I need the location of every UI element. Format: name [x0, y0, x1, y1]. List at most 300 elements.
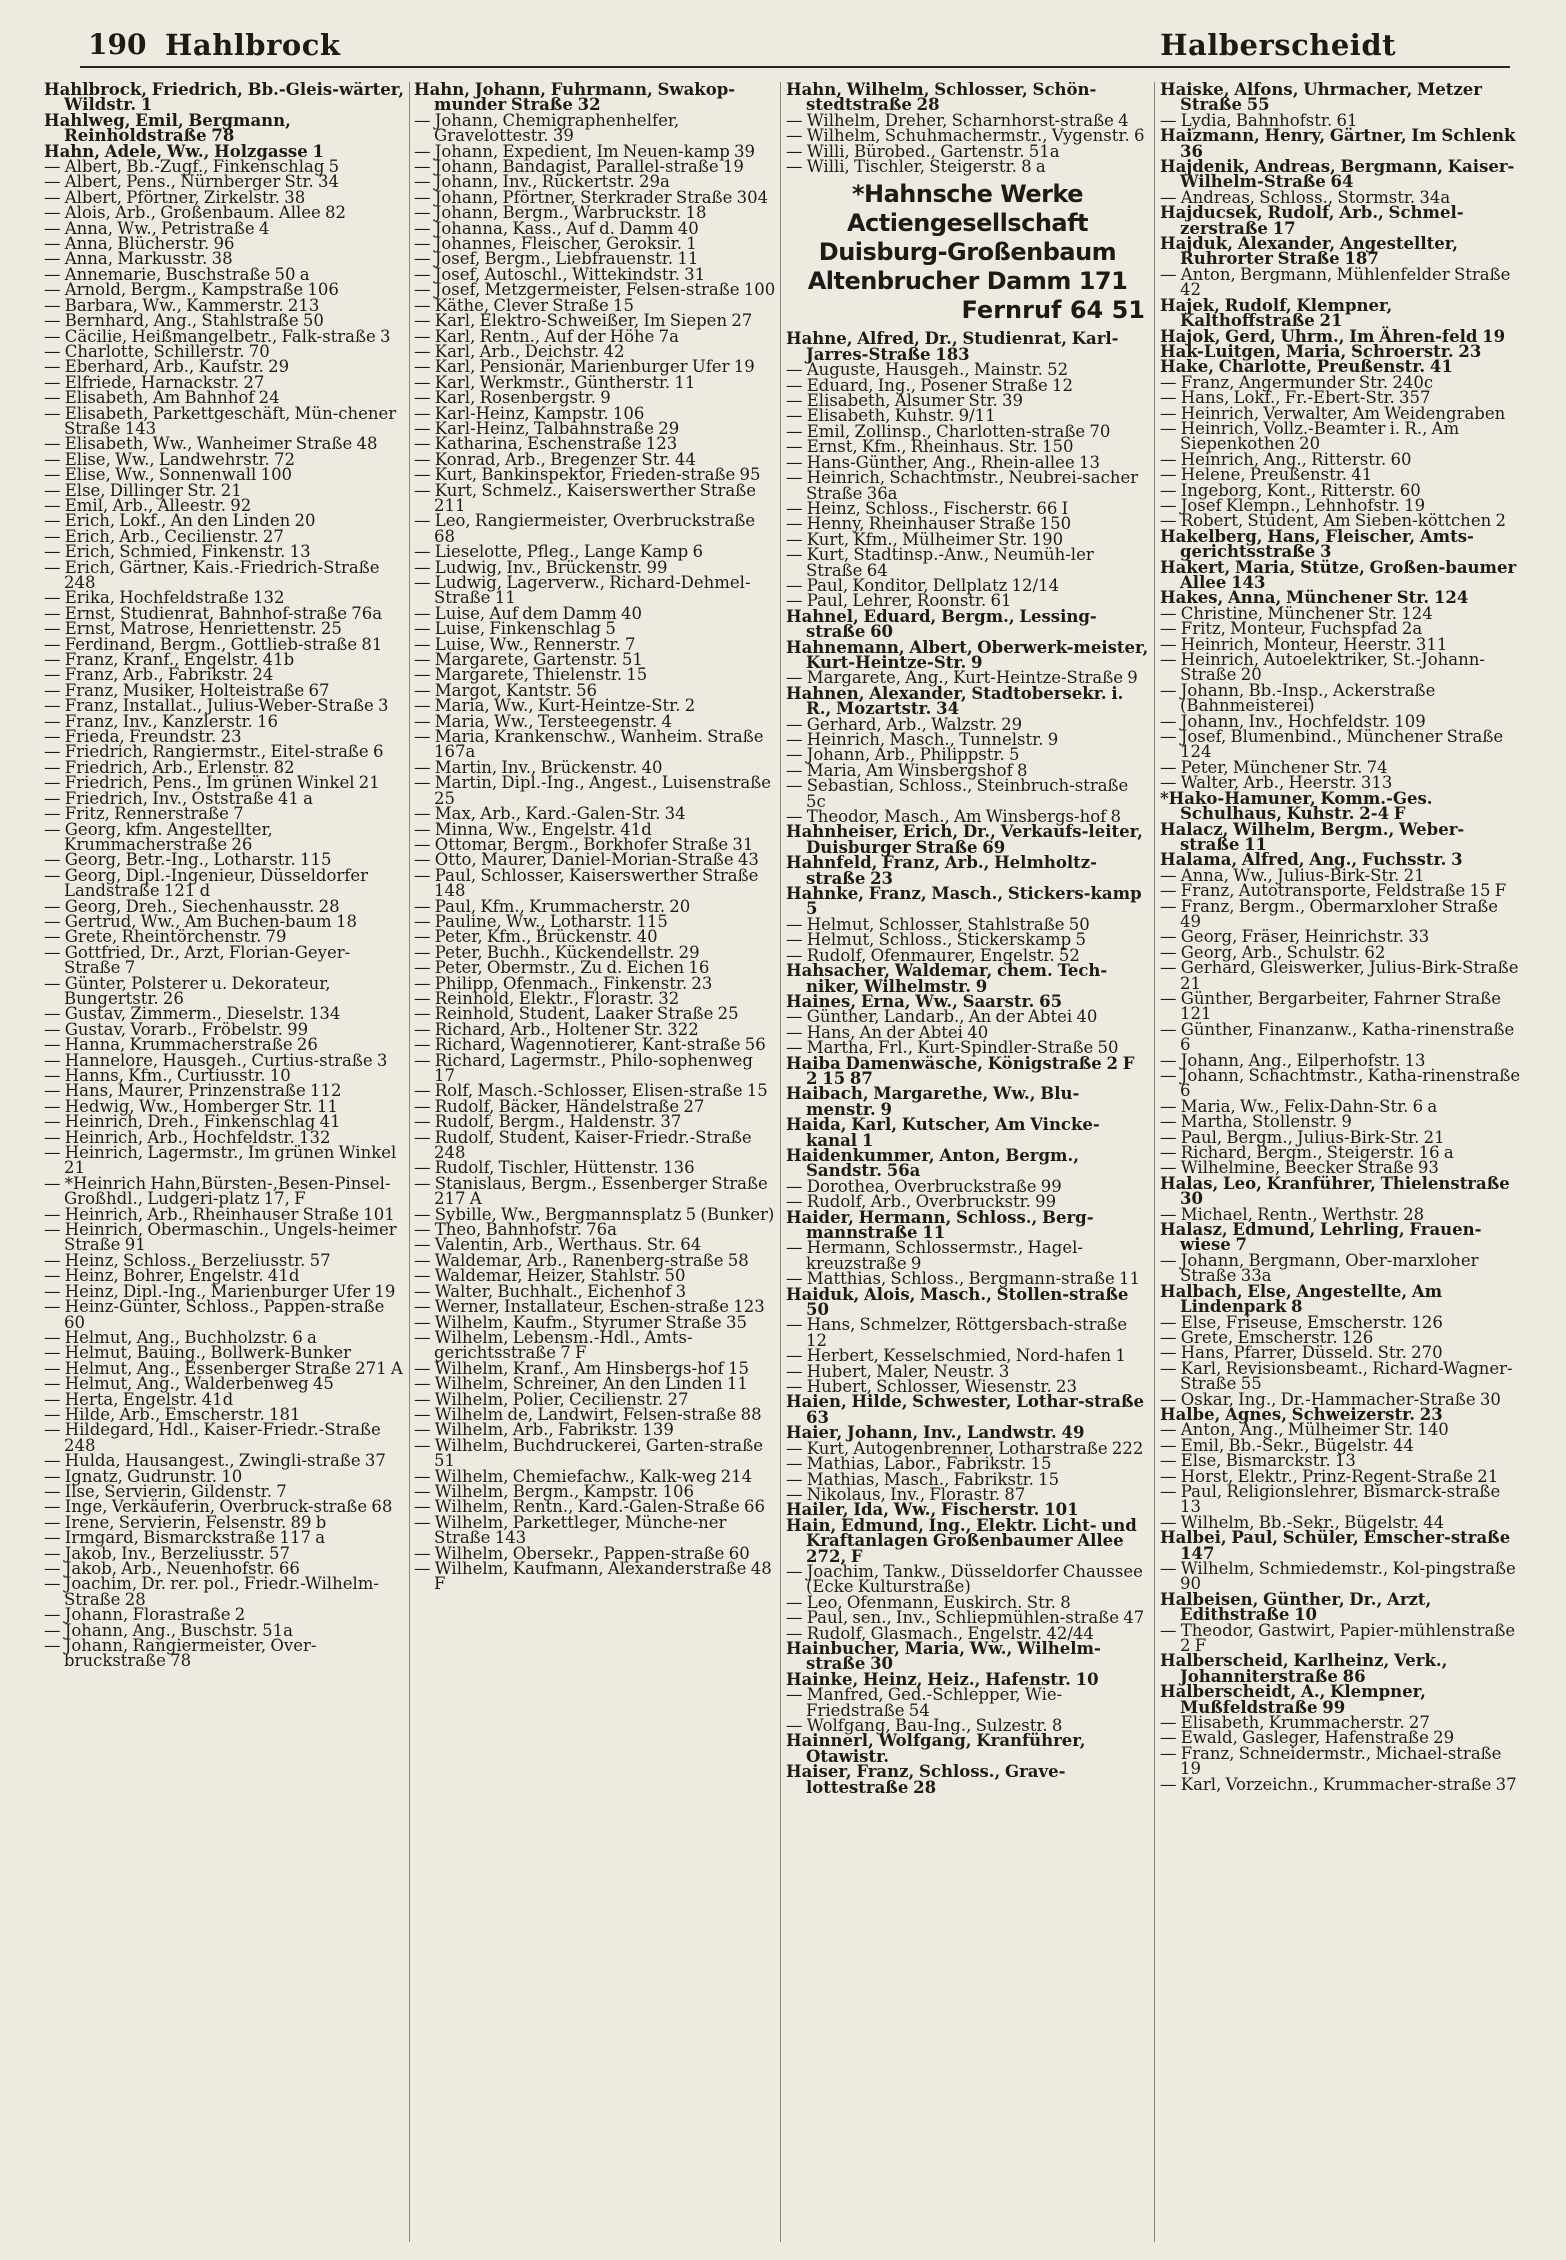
- directory-entry: — Johann, Expedient, Im Neuen-kamp 39: [414, 141, 756, 161]
- directory-entry: — Martin, Inv., Brückenstr. 40: [414, 757, 663, 777]
- directory-entry: — Annemarie, Buschstraße 50 a: [44, 264, 310, 284]
- directory-entry: — Johanna, Kass., Auf d. Damm 40: [414, 218, 699, 238]
- directory-entry: — Friedrich, Arb., Erlenstr. 82: [44, 757, 295, 777]
- directory-entry: — Willi, Bürobed., Gartenstr. 51a: [786, 141, 1060, 161]
- directory-entry: — Bernhard, Ang., Stahlstraße 50: [44, 311, 324, 331]
- directory-column-2: [414, 82, 776, 2252]
- directory-entry: — Karl, Rentn., Auf der Höhe 7a: [414, 326, 680, 346]
- directory-entry: — Anna, Ww., Petristraße 4: [44, 218, 270, 238]
- directory-entry: — Ottomar, Bergm., Borkhofer Straße 31: [414, 834, 754, 854]
- directory-entry: — Ernst, Studienrat, Bahnhof-straße 76a: [44, 603, 383, 623]
- directory-entry: — Werner, Installateur, Eschen-straße 123: [414, 1297, 765, 1317]
- directory-entry: — Rudolf, Arb., Overbruckstr. 99: [786, 1192, 1057, 1212]
- directory-entry: — Wilhelm, Lebensm.-Hdl., Amts-gerichtsstraße 7 F: [414, 1327, 693, 1363]
- directory-entry: Hajduk, Alexander, Angestellter, Ruhrorter Straße 187: [1160, 234, 1458, 269]
- directory-entry: — Maria, Ww., Kurt-Heintze-Str. 2: [414, 696, 696, 716]
- directory-entry: — Wilhelm, Schuhmachermstr., Vygenstr. 6: [786, 126, 1145, 146]
- directory-entry: — Heinrich, Obermaschin., Ungels-heimer Straße 91: [44, 1220, 397, 1255]
- directory-entry: — Johann, Pförtner, Sterkrader Straße 304: [414, 187, 769, 207]
- directory-entry: — Elisabeth, Am Bahnhof 24: [44, 388, 280, 408]
- directory-entry: — Helmut, Schlosser, Stahlstraße 50: [786, 914, 1090, 934]
- directory-entry: — Josef, Metzgermeister, Felsen-straße 100: [414, 280, 776, 300]
- directory-entry: — Hans, Lokf., Fr.-Ebert-Str. 357: [1160, 388, 1431, 408]
- directory-entry: Hahnemann, Albert, Oberwerk-meister, Kurt-Heintze-Str. 9: [786, 637, 1149, 672]
- directory-entry: — Heinz, Bohrer, Engelstr. 41d: [44, 1266, 300, 1286]
- directory-entry: Hainke, Heinz, Heiz., Hafenstr. 10: [786, 1669, 1099, 1689]
- directory-entry: — Heinrich, Vollz.-Beamter i. R., Am Siepenkothen 20: [1160, 418, 1460, 454]
- directory-entry: — Richard, Bergm., Steigerstr. 16 a: [1160, 1143, 1454, 1163]
- directory-entry: — Wilhelm, Bb.-Sekr., Bügelstr. 44: [1160, 1512, 1445, 1532]
- directory-entry: — Ludwig, Inv., Brückenstr. 99: [414, 557, 668, 577]
- directory-entry: Haien, Hilde, Schwester, Lothar-straße 63: [786, 1392, 1145, 1427]
- directory-entry: — Leo, Rangiermeister, Overbruckstraße 68: [414, 511, 756, 546]
- directory-entry: Halas, Leo, Kranführer, Thielenstraße 30: [1160, 1173, 1510, 1209]
- advertisement-line: Altenbrucher Damm 171: [807, 267, 1128, 296]
- directory-entry: Haiba Damenwäsche, Königstraße 2 F 2 15 87: [786, 1053, 1135, 1088]
- directory-entry: Halbei, Paul, Schüler, Emscher-straße 147: [1160, 1528, 1511, 1563]
- directory-entry: — Paul, Lehrer, Roonstr. 61: [786, 591, 1012, 611]
- directory-entry: Haier, Johann, Inv., Landwstr. 49: [786, 1423, 1085, 1443]
- directory-entry: — Gerhard, Gleiswerker, Julius-Birk-Straße 21: [1160, 958, 1519, 993]
- directory-entry: — Minna, Ww., Engelstr. 41d: [414, 819, 652, 839]
- directory-entry: — Helmut, Bauing., Bollwerk-Bunker: [44, 1343, 352, 1363]
- directory-entry: — Alois, Arb., Großenbaum. Allee 82: [44, 203, 347, 223]
- directory-entry: — Rudolf, Glasmach., Engelstr. 42/44: [786, 1623, 1094, 1643]
- directory-entry: — Hans-Günther, Ang., Rhein-allee 13: [786, 452, 1100, 472]
- directory-entry: Halbach, Else, Angestellte, Am Lindenpark 8: [1160, 1281, 1443, 1317]
- directory-entry: Haida, Karl, Kutscher, Am Vincke-kanal 1: [786, 1115, 1100, 1150]
- directory-columns: [0, 82, 1566, 2252]
- directory-entry: — Johann, Schachtmstr., Katha-rinenstraße 6: [1160, 1066, 1521, 1101]
- directory-entry: Hahlweg, Emil, Bergmann, Reinholdstraße 78: [44, 110, 291, 146]
- directory-entry: — Grete, Emscherstr. 126: [1160, 1327, 1374, 1347]
- directory-entry: — Georg, Betr.-Ing., Lotharstr. 115: [44, 850, 332, 870]
- directory-entry: — Arnold, Bergm., Kampstraße 106: [44, 280, 339, 300]
- directory-entry: — Heinrich, Dreh., Finkenschlag 41: [44, 1112, 341, 1132]
- directory-entry: — Erich, Gärtner, Kais.-Friedrich-Straße 248: [44, 557, 380, 592]
- directory-entry: Hahn, Johann, Fuhrmann, Swakop-munder Straße 32: [414, 82, 736, 115]
- directory-entry: — Heinz, Schloss., Fischerstr. 66 I: [786, 498, 1069, 518]
- directory-entry: — Martha, Frl., Kurt-Spindler-Straße 50: [786, 1038, 1119, 1058]
- directory-entry: — Elisabeth, Krummacherstr. 27: [1160, 1713, 1430, 1733]
- directory-entry: — Rudolf, Bergm., Haldenstr. 37: [414, 1112, 682, 1132]
- directory-entry: Hahnen, Alexander, Stadtobersekr. i. R., Mozartstr. 34: [786, 683, 1124, 719]
- directory-entry: — Cäcilie, Heißmangelbetr., Falk-straße 3: [44, 326, 391, 346]
- directory-entry: — Johann, Inv., Rückertstr. 29a: [414, 172, 670, 192]
- directory-entry: — Matthias, Schloss., Bergmann-straße 11: [786, 1269, 1140, 1289]
- directory-entry: — Georg, Dreh., Siechenhausstr. 28: [44, 896, 340, 916]
- directory-entry: — Georg, Arb., Schulstr. 62: [1160, 942, 1386, 962]
- directory-entry: — Lydia, Bahnhofstr. 61: [1160, 110, 1358, 130]
- directory-entry: — Wilhelm, Rentn., Kard.-Galen-Straße 66: [414, 1497, 765, 1517]
- directory-entry: — Mathias, Labor., Fabrikstr. 15: [786, 1454, 1052, 1474]
- directory-entry: — Else, Friseuse, Emscherstr. 126: [1160, 1312, 1443, 1332]
- directory-entry: — Irene, Servierin, Felsenstr. 89 b: [44, 1512, 327, 1532]
- directory-entry: Halbe, Agnes, Schweizerstr. 23: [1160, 1404, 1443, 1424]
- directory-entry: — Joachim, Tankw., Düsseldorfer Chaussee (Ecke Kulturstraße): [786, 1561, 1143, 1597]
- directory-entry: Halasz, Edmund, Lehrling, Frauen-wiese 7: [1160, 1220, 1482, 1255]
- directory-entry: — Auguste, Hausgeh., Mainstr. 52: [786, 360, 1069, 380]
- directory-entry: — Karl-Heinz, Talbahnstraße 29: [414, 418, 680, 438]
- directory-entry: — Wilhelm, Chemiefachw., Kalk-weg 214: [414, 1466, 753, 1486]
- directory-entry: — Paul, sen., Inv., Schliepmühlen-straße 47: [786, 1608, 1145, 1628]
- directory-entry: — Franz, Inv., Kanzlerstr. 16: [44, 711, 279, 731]
- directory-entry: — Heinrich, Lagermstr., Im grünen Winkel 21: [44, 1143, 397, 1178]
- advertisement-line: Duisburg-Großenbaum: [818, 238, 1117, 267]
- directory-entry: — Georg, Dipl.-Ingenieur, Düsseldorfer Landstraße 121 d: [44, 865, 369, 901]
- directory-entry: — Karl, Revisionsbeamt., Richard-Wagner-Straße 55: [1160, 1358, 1513, 1394]
- directory-entry: — Hans, Maurer, Prinzenstraße 112: [44, 1081, 342, 1101]
- directory-entry: — Käthe, Clever Straße 15: [414, 295, 634, 315]
- directory-column-1: [44, 82, 406, 2252]
- directory-entry: — Gertrud, Ww., Am Buchen-baum 18: [44, 911, 357, 931]
- directory-entry: — Karl-Heinz, Kampstr. 106: [414, 403, 645, 423]
- directory-entry: — Wilhelm, Arb., Fabrikstr. 139: [414, 1420, 674, 1440]
- directory-entry: Hajek, Rudolf, Klempner, Kalthoffstraße 21: [1160, 295, 1393, 331]
- directory-entry: — Grete, Rheintörchenstr. 79: [44, 927, 287, 947]
- directory-entry: — Karl, Elektro-Schweißer, Im Siepen 27: [414, 311, 753, 331]
- directory-entry: — Günther, Bergarbeiter, Fahrner Straße 121: [1160, 988, 1502, 1024]
- directory-entry: — Günther, Landarb., An der Abtei 40: [786, 1007, 1098, 1027]
- directory-entry: — Helmut, Ang., Buchholzstr. 6 a: [44, 1327, 317, 1347]
- directory-column-4: [1160, 82, 1522, 2252]
- directory-entry: Hahnfeld, Franz, Arb., Helmholtz-straße 23: [786, 853, 1098, 888]
- directory-entry: — Karl, Arb., Deichstr. 42: [414, 341, 625, 361]
- directory-entry: — Pauline, Ww., Lotharstr. 115: [414, 911, 668, 931]
- directory-entry: — Charlotte, Schillerstr. 70: [44, 341, 270, 361]
- directory-entry: — Herta, Engelstr. 41d: [44, 1389, 234, 1409]
- directory-entry: — *Heinrich Hahn,Bürsten-,Besen-Pinsel-Großhdl., Ludgeri-platz 17, F: [44, 1173, 391, 1209]
- directory-entry: Hak-Luitgen, Maria, Schroerstr. 23: [1160, 341, 1482, 361]
- directory-entry: Hahnheiser, Erich, Dr., Verkaufs-leiter, Duisburger Straße 69: [786, 822, 1143, 857]
- directory-entry: — Kurt, Bankinspektor, Frieden-straße 95: [414, 465, 761, 485]
- directory-entry: — Fritz, Rennerstraße 7: [44, 804, 244, 824]
- directory-entry: — Johann, Ang., Buschstr. 51a: [44, 1620, 293, 1640]
- directory-entry: — Heinrich, Monteur, Heerstr. 311: [1160, 634, 1448, 654]
- directory-column-3: [786, 82, 1149, 2252]
- directory-entry: — Josef Klempn., Lehnhofstr. 19: [1160, 495, 1426, 515]
- directory-entry: — Karl, Werkmstr., Güntherstr. 11: [414, 372, 696, 392]
- directory-entry: — Helmut, Ang., Walderbenweg 45: [44, 1374, 334, 1394]
- directory-entry: — Irmgard, Bismarckstraße 117 a: [44, 1528, 326, 1548]
- directory-entry: Halbeisen, Günther, Dr., Arzt, Edithstraße 10: [1160, 1589, 1432, 1625]
- directory-entry: — Nikolaus, Inv., Florastr. 87: [786, 1484, 1026, 1504]
- directory-entry: — Valentin, Arb., Werthaus. Str. 64: [414, 1235, 702, 1255]
- directory-entry: — Albert, Pförtner, Zirkelstr. 38: [44, 187, 306, 207]
- directory-entry: — Ignatz, Gudrunstr. 10: [44, 1466, 243, 1486]
- directory-entry: — Johann, Bergm., Warbruckstr. 18: [414, 203, 707, 223]
- directory-entry: Hajok, Gerd, Uhrm., Im Ähren-feld 19: [1160, 326, 1506, 346]
- directory-entry: — Katharina, Eschenstraße 123: [414, 434, 678, 454]
- directory-entry: — Emil, Arb., Alleestr. 92: [44, 495, 252, 515]
- directory-entry: Haiser, Franz, Schloss., Grave-lottestraße 28: [786, 1762, 1066, 1797]
- directory-entry: — Ferdinand, Bergm., Gottlieb-straße 81: [44, 634, 383, 654]
- directory-entry: — Sybille, Ww., Bergmannsplatz 5 (Bunker): [414, 1204, 775, 1224]
- company-advertisement: [786, 180, 1149, 325]
- directory-entry: — Lieselotte, Pfleg., Lange Kamp 6: [414, 542, 703, 562]
- directory-entry: Haines, Erna, Ww., Saarstr. 65: [786, 991, 1063, 1011]
- directory-entry: Hahnke, Franz, Masch., Stickers-kamp 5: [786, 884, 1142, 919]
- directory-entry: — Theo, Bahnhofstr. 76a: [414, 1220, 617, 1240]
- page-header: [0, 0, 1566, 70]
- directory-entry: Haiske, Alfons, Uhrmacher, Metzer Straße 55: [1160, 82, 1482, 115]
- directory-entry: — Heinrich, Masch., Tunnelstr. 9: [786, 730, 1059, 749]
- directory-entry: — Anna, Ww., Julius-Birk-Str. 21: [1160, 865, 1425, 885]
- directory-entry: — Leo, Ofenmann, Euskirch. Str. 8: [786, 1592, 1071, 1612]
- directory-entry: — Franz, Installat., Julius-Weber-Straße 3: [44, 696, 389, 716]
- directory-entry: — Sebastian, Schloss., Steinbruch-straße 5c: [786, 776, 1129, 811]
- directory-entry: — Elisabeth, Kuhstr. 9/11: [786, 406, 996, 426]
- directory-entry: — Herbert, Kesselschmied, Nord-hafen 1: [786, 1346, 1126, 1366]
- directory-entry: — Maria, Am Winsbergshof 8: [786, 760, 1028, 780]
- page-number: 190: [88, 28, 147, 61]
- directory-entry: — Wilhelm, Kranf., Am Hinsbergs-hof 15: [414, 1358, 749, 1378]
- directory-entry: — Heinrich, Arb., Rheinhauser Straße 101: [44, 1204, 395, 1224]
- directory-entry: — Elfriede, Harnackstr. 27: [44, 372, 265, 392]
- directory-entry: — Hans, Schmelzer, Röttgersbach-straße 12: [786, 1315, 1128, 1350]
- directory-entry: — Richard, Lagermstr., Philo-sophenweg 17: [414, 1050, 753, 1085]
- directory-entry: — Henny, Rheinhauser Straße 150: [786, 514, 1072, 534]
- directory-entry: — Heinrich, Schachtmstr., Neubrei-sacher Straße 36a: [786, 468, 1139, 503]
- directory-entry: — Wilhelm, Buchdruckerei, Garten-straße 51: [414, 1435, 764, 1471]
- directory-entry: — Elise, Ww., Landwehrstr. 72: [44, 449, 295, 469]
- directory-entry: — Josef, Autoschl., Wittekindstr. 31: [414, 264, 706, 284]
- directory-entry: Hakes, Anna, Münchener Str. 124: [1160, 588, 1469, 608]
- directory-entry: — Paul, Religionslehrer, Bismarck-straße 13: [1160, 1481, 1501, 1517]
- directory-entry: — Georg, Fräser, Heinrichstr. 33: [1160, 927, 1430, 947]
- directory-entry: — Eberhard, Arb., Kaufstr. 29: [44, 357, 290, 377]
- directory-entry: Haizmann, Henry, Gärtner, Im Schlenk 36: [1160, 126, 1516, 161]
- directory-entry: — Georg, kfm. Angestellter, Krummacherstraße 26: [44, 819, 273, 854]
- directory-entry: — Wilhelm, Kaufm., Styrumer Straße 35: [414, 1312, 748, 1332]
- directory-entry: — Wilhelm, Kaufmann, Alexanderstraße 48 F: [414, 1559, 772, 1594]
- directory-entry: — Albert, Pens., Nürnberger Str. 34: [44, 172, 339, 192]
- directory-entry: — Franz, Bergm., Obermarxloher Straße 49: [1160, 896, 1499, 931]
- directory-entry: — Friedrich, Rangiermstr., Eitel-straße 6: [44, 742, 384, 762]
- directory-entry: — Paul, Bergm., Julius-Birk-Str. 21: [1160, 1127, 1445, 1147]
- directory-entry: — Margot, Kantstr. 56: [414, 680, 598, 700]
- directory-entry: — Johann, Bergmann, Ober-marxloher Straße 33a: [1160, 1250, 1479, 1286]
- directory-entry: — Maria, Ww., Felix-Dahn-Str. 6 a: [1160, 1096, 1438, 1116]
- directory-entry: — Hannelore, Hausgeh., Curtius-straße 3: [44, 1050, 388, 1070]
- directory-entry: — Rudolf, Bäcker, Händelstraße 27: [414, 1096, 705, 1116]
- directory-entry: Hainbucher, Maria, Ww., Wilhelm-straße 30: [786, 1638, 1101, 1674]
- directory-entry: — Josef, Bergm., Liebfrauenstr. 11: [414, 249, 699, 269]
- directory-entry: — Max, Arb., Kard.-Galen-Str. 34: [414, 804, 686, 824]
- directory-entry: — Hermann, Schlossermstr., Hagel-kreuzstraße 9: [786, 1238, 1083, 1273]
- directory-entry: — Karl, Rosenbergstr. 9: [414, 388, 611, 408]
- directory-entry: — Friedrich, Pens., Im grünen Winkel 21: [44, 773, 380, 793]
- directory-entry: — Johann, Bb.-Insp., Ackerstraße (Bahnmeisterei): [1160, 680, 1436, 716]
- directory-entry: — Mathias, Masch., Fabrikstr. 15: [786, 1469, 1060, 1489]
- directory-entry: — Hanns, Kfm., Curtiusstr. 10: [44, 1066, 291, 1085]
- directory-entry: — Karl, Vorzeichn., Krummacher-straße 37: [1160, 1774, 1517, 1794]
- directory-entry: Halberscheidt, A., Klempner, Mußfeldstraße 99: [1160, 1682, 1426, 1717]
- directory-entry: — Wilhelm de, Landwirt, Felsen-straße 88: [414, 1404, 762, 1424]
- directory-entry: — Johann, Chemigraphenhelfer, Gravelottestr. 39: [414, 110, 680, 146]
- directory-entry: — Hedwig, Ww., Homberger Str. 11: [44, 1096, 338, 1116]
- directory-entry: Hahn, Adele, Ww., Holzgasse 1: [44, 141, 324, 161]
- directory-entry: — Ewald, Gasleger, Hafenstraße 29: [1160, 1728, 1455, 1748]
- directory-entry: — Johann, Bandagist, Parallel-straße 19: [414, 157, 744, 177]
- directory-entry: — Jakob, Inv., Berzeliusstr. 57: [44, 1543, 290, 1563]
- directory-entry: — Maria, Ww., Tersteegenstr. 4: [414, 711, 672, 731]
- directory-entry: — Martha, Stollenstr. 9: [1160, 1112, 1352, 1132]
- directory-entry: — Manfred, Ged.-Schlepper, Wie-Friedstraße 54: [786, 1685, 1063, 1720]
- directory-entry: — Wilhelm, Bergm., Kampstr. 106: [414, 1481, 695, 1501]
- directory-entry: — Wolfgang, Bau-Ing., Sulzestr. 8: [786, 1716, 1063, 1735]
- directory-entry: — Friedrich, Inv., Oststraße 41 a: [44, 788, 314, 808]
- directory-entry: — Luise, Auf dem Damm 40: [414, 603, 643, 623]
- directory-entry: — Barbara, Ww., Kammerstr. 213: [44, 295, 320, 315]
- directory-entry: — Franz, Kranf., Engelstr. 41b: [44, 650, 295, 670]
- directory-entry: — Robert, Student, Am Sieben-köttchen 2: [1160, 511, 1506, 531]
- directory-entry: — Franz, Schneidermstr., Michael-straße 19: [1160, 1743, 1502, 1779]
- directory-entry: — Erich, Arb., Cecilienstr. 27: [44, 526, 284, 546]
- directory-entry: Hakelberg, Hans, Fleischer, Amts-gerichtsstraße 3: [1160, 526, 1474, 562]
- directory-entry: — Ernst, Kfm., Rheinhaus. Str. 150: [786, 437, 1074, 457]
- directory-entry: — Ilse, Servierin, Gildenstr. 7: [44, 1481, 287, 1501]
- directory-entry: — Anton, Bergmann, Mühlenfelder Straße 42: [1160, 264, 1511, 300]
- directory-entry: — Kurt, Schmelz., Kaiserswerther Straße 211: [414, 480, 757, 515]
- directory-entry: — Theodor, Gastwirt, Papier-mühlenstraße 2 F: [1160, 1620, 1516, 1656]
- directory-entry: — Emil, Bb.-Sekr., Bügelstr. 44: [1160, 1435, 1414, 1455]
- directory-entry: Hajdenik, Andreas, Bergmann, Kaiser-Wilhelm-Straße 64: [1160, 157, 1515, 192]
- directory-entry: — Jakob, Arb., Neuenhofstr. 66: [44, 1559, 300, 1578]
- directory-entry: — Eduard, Ing., Posener Straße 12: [786, 375, 1074, 395]
- advertisement-phone: Fernruf 64 51: [961, 296, 1145, 325]
- directory-entry: — Hildegard, Hdl., Kaiser-Friedr.-Straße 248: [44, 1420, 381, 1455]
- directory-entry: — Fritz, Monteur, Fuchspfad 2a: [1160, 619, 1423, 639]
- directory-entry: Haiduk, Alois, Masch., Stollen-straße 50: [786, 1284, 1129, 1320]
- directory-entry: Hahlbrock, Friedrich, Bb.-Gleis-wärter, Wildstr. 1: [44, 82, 404, 115]
- directory-entry: — Wilhelm, Dreher, Scharnhorst-straße 4: [786, 110, 1129, 130]
- directory-entry: Haibach, Margarethe, Ww., Blu-menstr. 9: [786, 1084, 1080, 1119]
- directory-entry: — Willi, Tischler, Steigerstr. 8 a: [786, 157, 1046, 177]
- directory-entry: — Richard, Arb., Holtener Str. 322: [414, 1019, 699, 1039]
- directory-entry: — Elisabeth, Parkettgeschäft, Mün-chener Straße 143: [44, 403, 397, 438]
- directory-entry: — Johannes, Fleischer, Geroksir. 1: [414, 234, 697, 254]
- directory-entry: — Ernst, Matrose, Henriettenstr. 25: [44, 619, 342, 639]
- directory-entry: — Helmut, Ang., Essenberger Straße 271 A: [44, 1358, 403, 1378]
- directory-entry: Hainnerl, Wolfgang, Kranführer, Otawistr.: [786, 1731, 1086, 1766]
- directory-entry: — Johann, Inv., Hochfeldstr. 109: [1160, 711, 1426, 731]
- directory-entry: — Peter, Buchh., Kückendellstr. 29: [414, 942, 700, 962]
- directory-entry: — Luise, Ww., Rennerstr. 7: [414, 634, 636, 654]
- directory-entry: — Christine, Münchener Str. 124: [1160, 603, 1433, 623]
- directory-entry: — Heinz, Dipl.-Ing., Marienburger Ufer 19: [44, 1281, 396, 1301]
- directory-entry: — Hans, Pfarrer, Düsseld. Str. 270: [1160, 1343, 1443, 1363]
- directory-entry: — Waldemar, Arb., Ranenberg-straße 58: [414, 1250, 749, 1270]
- directory-entry: — Heinz, Schloss., Berzeliusstr. 57: [44, 1250, 331, 1270]
- directory-entry: — Elise, Ww., Sonnenwall 100: [44, 465, 293, 485]
- directory-entry: — Günther, Finanzanw., Katha-rinenstraße 6: [1160, 1019, 1515, 1055]
- directory-entry: — Maria, Krankenschw., Wanheim. Straße 167a: [414, 727, 764, 762]
- directory-entry: — Wilhelm, Schreiner, An den Linden 11: [414, 1374, 748, 1394]
- directory-entry: — Johann, Arb., Philippstr. 5: [786, 745, 1020, 765]
- directory-entry: — Franz, Autotransporte, Feldstraße 15 F: [1160, 881, 1507, 901]
- directory-entry: — Horst, Elektr., Prinz-Regent-Straße 21: [1160, 1466, 1499, 1486]
- directory-entry: — Rudolf, Tischler, Hüttenstr. 136: [414, 1158, 695, 1178]
- directory-entry: — Inge, Verkäuferin, Overbruck-straße 68: [44, 1497, 393, 1517]
- directory-entry: Hahnel, Eduard, Bergm., Lessing-straße 60: [786, 606, 1097, 642]
- directory-entry: Hain, Edmund, Ing., Elektr. Licht- und Kraftanlagen Großenbaumer Allee 272, F: [786, 1515, 1137, 1566]
- directory-entry: — Erika, Hochfeldstraße 132: [44, 588, 285, 608]
- directory-entry: — Heinrich, Verwalter, Am Weidengraben: [1160, 403, 1506, 423]
- directory-entry: — Gerhard, Arb., Walzstr. 29: [786, 714, 1023, 734]
- directory-entry: — Paul, Konditor, Dellplatz 12/14: [786, 575, 1060, 595]
- directory-entry: Halacz, Wilhelm, Bergm., Weber-straße 11: [1160, 819, 1465, 854]
- directory-entry: Halberscheid, Karlheinz, Verk., Johanniterstraße 86: [1160, 1651, 1448, 1686]
- directory-entry: — Anna, Blücherstr. 96: [44, 234, 235, 254]
- advertisement-line: Actiengesellschaft: [846, 209, 1089, 238]
- directory-entry: Haidenkummer, Anton, Bergm., Sandstr. 56a: [786, 1145, 1079, 1181]
- directory-entry: Hailer, Ida, Ww., Fischerstr. 101: [786, 1500, 1079, 1520]
- directory-entry: — Oskar, Ing., Dr.-Hammacher-Straße 30: [1160, 1389, 1501, 1409]
- directory-entry: — Heinrich, Arb., Hochfeldstr. 132: [44, 1127, 331, 1147]
- directory-entry: Halama, Alfred, Ang., Fuchsstr. 3: [1160, 850, 1463, 870]
- directory-entry: — Wilhelm, Schmiedemstr., Kol-pingstraße 90: [1160, 1559, 1516, 1594]
- directory-entry: Hakert, Maria, Stütze, Großen-baumer Allee 143: [1160, 557, 1517, 592]
- directory-entry: — Josef, Blumenbind., Münchener Straße 124: [1160, 727, 1504, 762]
- directory-entry: — Luise, Finkenschlag 5: [414, 619, 616, 639]
- directory-entry: — Walter, Buchhalt., Eichenhof 3: [414, 1281, 687, 1301]
- directory-entry: — Martin, Dipl.-Ing., Angest., Luisenstraße 25: [414, 773, 772, 808]
- directory-entry: Hahne, Alfred, Dr., Studienrat, Karl-Jarres-Straße 183: [786, 329, 1119, 364]
- directory-entry: — Hubert, Maler, Neustr. 3: [786, 1361, 1010, 1381]
- directory-entry: — Johann, Rangiermeister, Over-bruckstraße 78: [44, 1636, 317, 1671]
- directory-entry: — Walter, Arb., Heerstr. 313: [1160, 773, 1393, 793]
- directory-entry: — Wilhelmine, Beecker Straße 93: [1160, 1158, 1439, 1178]
- directory-entry: — Wilhelm, Parkettleger, Münche-ner Straße 143: [414, 1512, 727, 1548]
- directory-entry: — Elisabeth, Alsumer Str. 39: [786, 391, 1024, 411]
- directory-entry: — Heinrich, Ang., Ritterstr. 60: [1160, 449, 1412, 469]
- directory-entry: Hake, Charlotte, Preußenstr. 41: [1160, 357, 1453, 377]
- directory-entry: — Rudolf, Student, Kaiser-Friedr.-Straße 248: [414, 1127, 752, 1163]
- directory-entry: — Hilde, Arb., Emscherstr. 181: [44, 1404, 301, 1424]
- directory-entry: — Andreas, Schloss., Stormstr. 34a: [1160, 187, 1451, 207]
- directory-entry: — Richard, Wagennotierer, Kant-straße 56: [414, 1035, 766, 1055]
- directory-entry: — Heinrich, Autoelektriker, St.-Johann-Straße 20: [1160, 650, 1485, 685]
- directory-entry: — Erich, Lokf., An den Linden 20: [44, 511, 316, 531]
- directory-entry: — Frieda, Freundstr. 23: [44, 727, 242, 747]
- directory-entry: — Gottfried, Dr., Arzt, Florian-Geyer-Straße 7: [44, 942, 351, 978]
- directory-entry: — Albert, Bb.-Zugf., Finkenschlag 5: [44, 157, 340, 177]
- directory-entry: — Kurt, Kfm., Mülheimer Str. 190: [786, 529, 1064, 549]
- directory-entry: — Hubert, Schlosser, Wiesenstr. 23: [786, 1377, 1077, 1397]
- directory-entry: — Elisabeth, Ww., Wanheimer Straße 48: [44, 434, 378, 454]
- directory-entry: — Margarete, Gartenstr. 51: [414, 650, 643, 670]
- directory-entry: — Heinz-Günter, Schloss., Pappen-straße 60: [44, 1297, 385, 1332]
- directory-entry: — Hans, An der Abtei 40: [786, 1022, 989, 1042]
- directory-entry: — Helene, Preußenstr. 41: [1160, 465, 1373, 485]
- directory-entry: — Paul, Schlosser, Kaiserswerther Straße 148: [414, 865, 759, 901]
- directory-entry: — Ludwig, Lagerverw., Richard-Dehmel-Straße 11: [414, 573, 751, 608]
- directory-entry: — Else, Bismarckstr. 13: [1160, 1451, 1356, 1471]
- directory-entry: — Paul, Kfm., Krummacherstr. 20: [414, 896, 691, 916]
- directory-entry: — Waldemar, Heizer, Stahlstr. 50: [414, 1266, 686, 1286]
- directory-entry: — Johann, Ang., Eilperhofstr. 13: [1160, 1050, 1426, 1070]
- running-head-right: Halberscheidt: [1160, 28, 1396, 62]
- directory-entry: Hahsacher, Waldemar, chem. Tech-niker, Wilhelmstr. 9: [786, 961, 1108, 996]
- directory-entry: *Hako-Hamuner, Komm.-Ges. Schulhaus, Kuhstr. 2-4 F: [1160, 788, 1433, 824]
- directory-entry: — Gustav, Vorarb., Fröbelstr. 99: [44, 1019, 309, 1039]
- directory-entry: — Kurt, Autogenbrenner, Lotharstraße 222: [786, 1438, 1144, 1458]
- directory-entry: — Hanna, Krummacherstraße 26: [44, 1035, 318, 1055]
- directory-entry: — Theodor, Masch., Am Winsbergs-hof 8: [786, 807, 1122, 827]
- directory-entry: — Michael, Rentn., Werthstr. 28: [1160, 1204, 1425, 1224]
- directory-entry: — Ingeborg, Kont., Ritterstr. 60: [1160, 480, 1421, 500]
